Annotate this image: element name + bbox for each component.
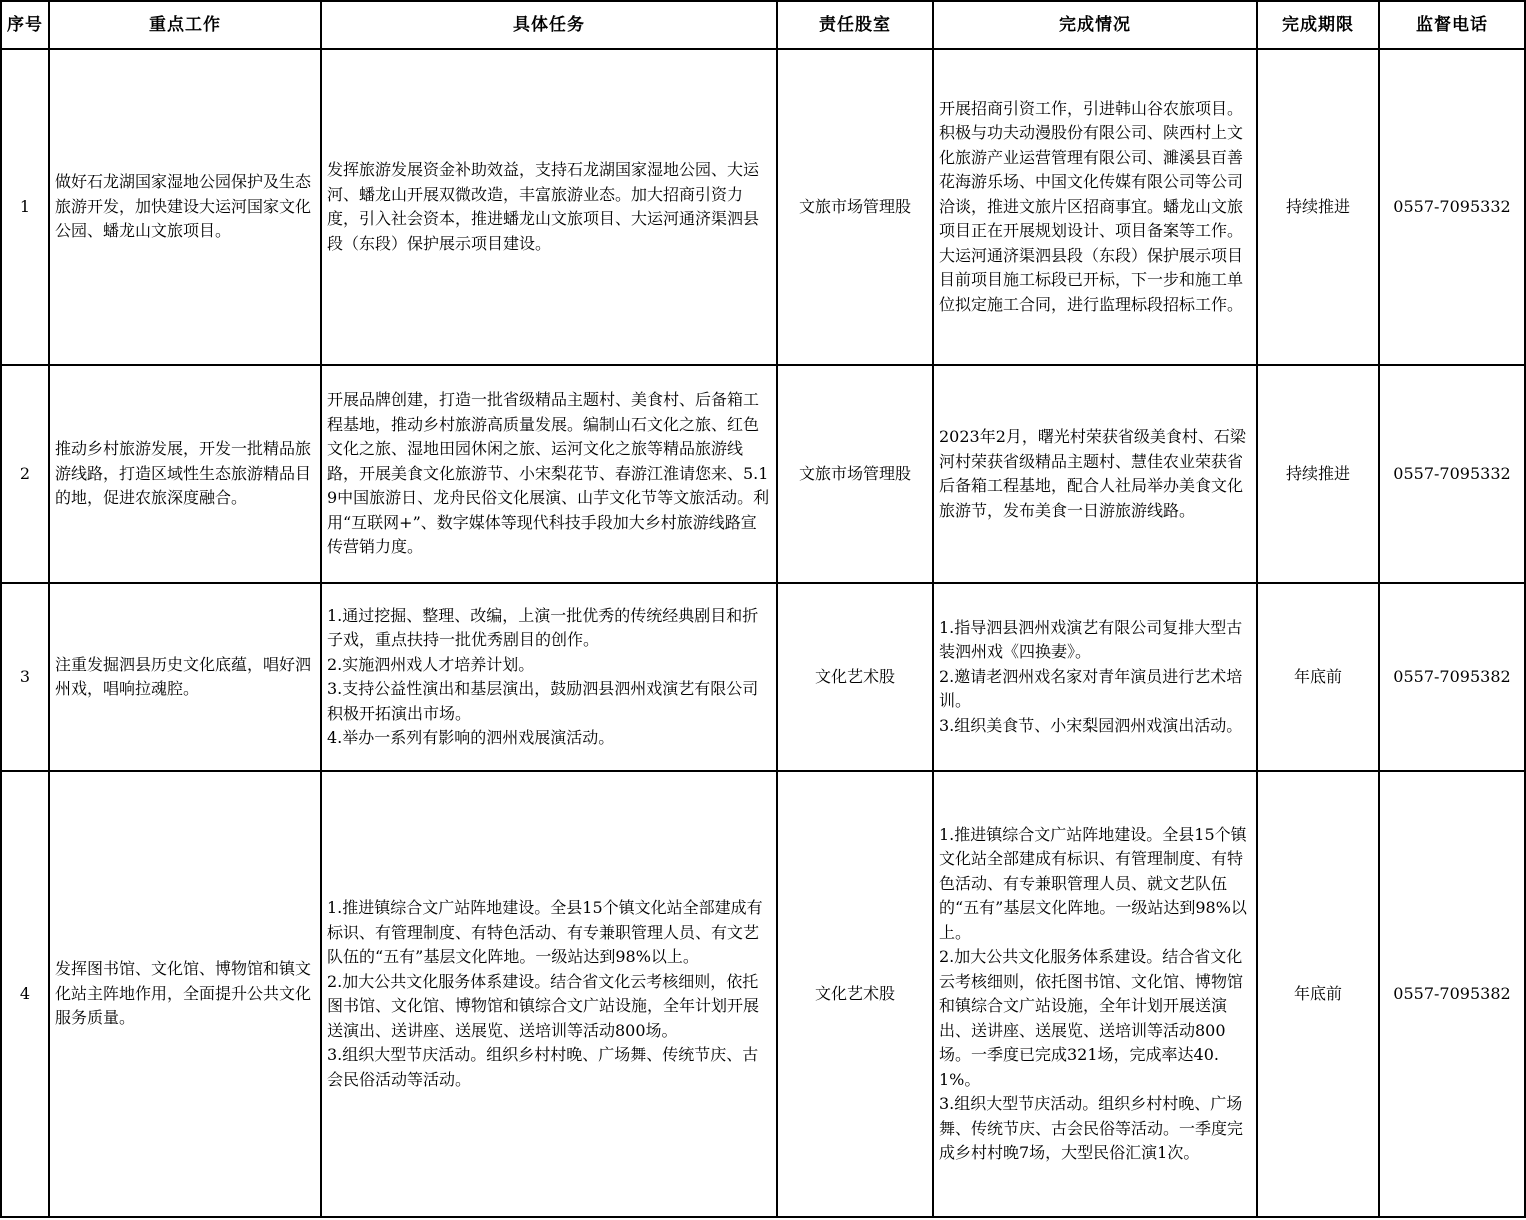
tasks-cell (321, 583, 777, 771)
key-work-cell: 做好石龙湖国家湿地公园保护及生态旅游开发，加快建设大运河国家文化公园、蟠龙山文旅项目。 (49, 49, 321, 365)
tasks-cell: 发挥旅游发展资金补助效益，支持石龙湖国家湿地公园、大运河、蟠龙山开展双微改造，丰富旅游业态。加大招商引资力度，引入社会资本，推进蟠龙山文旅项目、大运河通济渠泗县段（东段）保护展示项目建设。 (321, 49, 777, 365)
status-cell: 开展招商引资工作，引进韩山谷农旅项目。积极与功夫动漫股份有限公司、陕西村上文化旅游产业运营管理有限公司、濉溪县百善花海游乐场、中国文化传媒有限公司等公司洽谈，推进文旅片区招商事宜。蟠龙山文旅项目正在开展规划设计、项目备案等工作。大运河通济渠泗县段（东段）保护展示项目目前项目施工标段已开标，下一步和施工单位拟定施工合同，进行监理标段招标工作。 (933, 49, 1257, 365)
row-number: 3 (1, 583, 49, 771)
deadline-cell: 持续推进 (1257, 49, 1379, 365)
header-key-work: 重点工作 (49, 1, 321, 49)
dept-cell: 文旅市场管理股 (777, 365, 933, 583)
row-number: 4 (1, 771, 49, 1217)
header-tasks: 具体任务 (321, 1, 777, 49)
phone-cell: 0557-7095382 (1379, 771, 1525, 1217)
key-work-cell: 注重发掘泗县历史文化底蕴，唱好泗州戏，唱响拉魂腔。 (49, 583, 321, 771)
deadline-cell: 年底前 (1257, 771, 1379, 1217)
tasks-text: 1.推进镇综合文广站阵地建设。全县15个镇文化站全部建成有标识、有管理制度、有特色活动、有专兼职管理人员、有文艺队伍的“五有”基层文化阵地。一级站达到98%以上。 2.加大公共文化服务体系建设。结合省文化云考核细则，依托图书馆、文化馆、博物馆和镇综合文广站设施，全年计划开展送演出、送讲座、送展览、送培训等活动800场。 3.组织大型节庆活动。组织乡村村晚、广场舞、传统节庆、古会民俗活动等活动。 (327, 898, 763, 1089)
header-no: 序号 (1, 1, 49, 49)
status-cell (933, 771, 1257, 1217)
status-text: 1.指导泗县泗州戏演艺有限公司复排大型古装泗州戏《四换妻》。 2.邀请老泗州戏名家对青年演员进行艺术培训。 3.组织美食节、小宋梨园泗州戏演出活动。 (939, 617, 1243, 735)
dept-cell: 文化艺术股 (777, 771, 933, 1217)
key-work-cell: 发挥图书馆、文化馆、博物馆和镇文化站主阵地作用，全面提升公共文化服务质量。 (49, 771, 321, 1217)
header-phone: 监督电话 (1379, 1, 1525, 49)
status-cell: 2023年2月，曙光村荣获省级美食村、石梁河村荣获省级精品主题村、慧佳农业荣获省后备箱工程基地，配合人社局举办美食文化旅游节，发布美食一日游旅游线路。 (933, 365, 1257, 583)
tasks-text: 1.通过挖掘、整理、改编，上演一批优秀的传统经典剧目和折子戏，重点扶持一批优秀剧目的创作。 2.实施泗州戏人才培养计划。 3.支持公益性演出和基层演出，鼓励泗县泗州戏演艺有限公司积极开拓演出市场。 4.举办一系列有影响的泗州戏展演活动。 (327, 605, 759, 747)
table-row (1, 49, 1525, 365)
header-dept: 责任股室 (777, 1, 933, 49)
tasks-cell: 开展品牌创建，打造一批省级精品主题村、美食村、后备箱工程基地，推动乡村旅游高质量发展。编制山石文化之旅、红色文化之旅、湿地田园休闲之旅、运河文化之旅等精品旅游线路，开展美食文化旅游节、小宋梨花节、春游江淮请您来、5.19中国旅游日、龙舟民俗文化展演、山芋文化节等文旅活动。利用“互联网+”、数字媒体等现代科技手段加大乡村旅游线路宣传营销力度。 (321, 365, 777, 583)
row-number: 2 (1, 365, 49, 583)
table-row (1, 583, 1525, 771)
dept-cell: 文旅市场管理股 (777, 49, 933, 365)
header-status: 完成情况 (933, 1, 1257, 49)
header-row (1, 1, 1525, 49)
phone-cell: 0557-7095382 (1379, 583, 1525, 771)
status-text: 1.推进镇综合文广站阵地建设。全县15个镇文化站全部建成有标识、有管理制度、有特色活动、有专兼职管理人员、就文艺队伍的“五有”基层文化阵地。一级站达到98%以上。 2.加大公共文化服务体系建设。结合省文化云考核细则，依托图书馆、文化馆、博物馆和镇综合文广站设施，全年计划开展送演出、送讲座、送展览、送培训等活动800场。一季度已完成321场，完成率达40.1%。 3.组织大型节庆活动。组织乡村村晚、广场舞、传统节庆、古会民俗等活动。一季度完成乡村村晚7场，大型民俗汇演1次。 (939, 824, 1247, 1162)
dept-cell: 文化艺术股 (777, 583, 933, 771)
row-number: 1 (1, 49, 49, 365)
phone-cell: 0557-7095332 (1379, 365, 1525, 583)
table-row (1, 365, 1525, 583)
key-work-cell: 推动乡村旅游发展，开发一批精品旅游线路，打造区域性生态旅游精品目的地，促进农旅深度融合。 (49, 365, 321, 583)
table-row (1, 771, 1525, 1217)
status-cell (933, 583, 1257, 771)
tasks-cell (321, 771, 777, 1217)
deadline-cell: 持续推进 (1257, 365, 1379, 583)
phone-cell: 0557-7095332 (1379, 49, 1525, 365)
deadline-cell: 年底前 (1257, 583, 1379, 771)
header-deadline: 完成期限 (1257, 1, 1379, 49)
